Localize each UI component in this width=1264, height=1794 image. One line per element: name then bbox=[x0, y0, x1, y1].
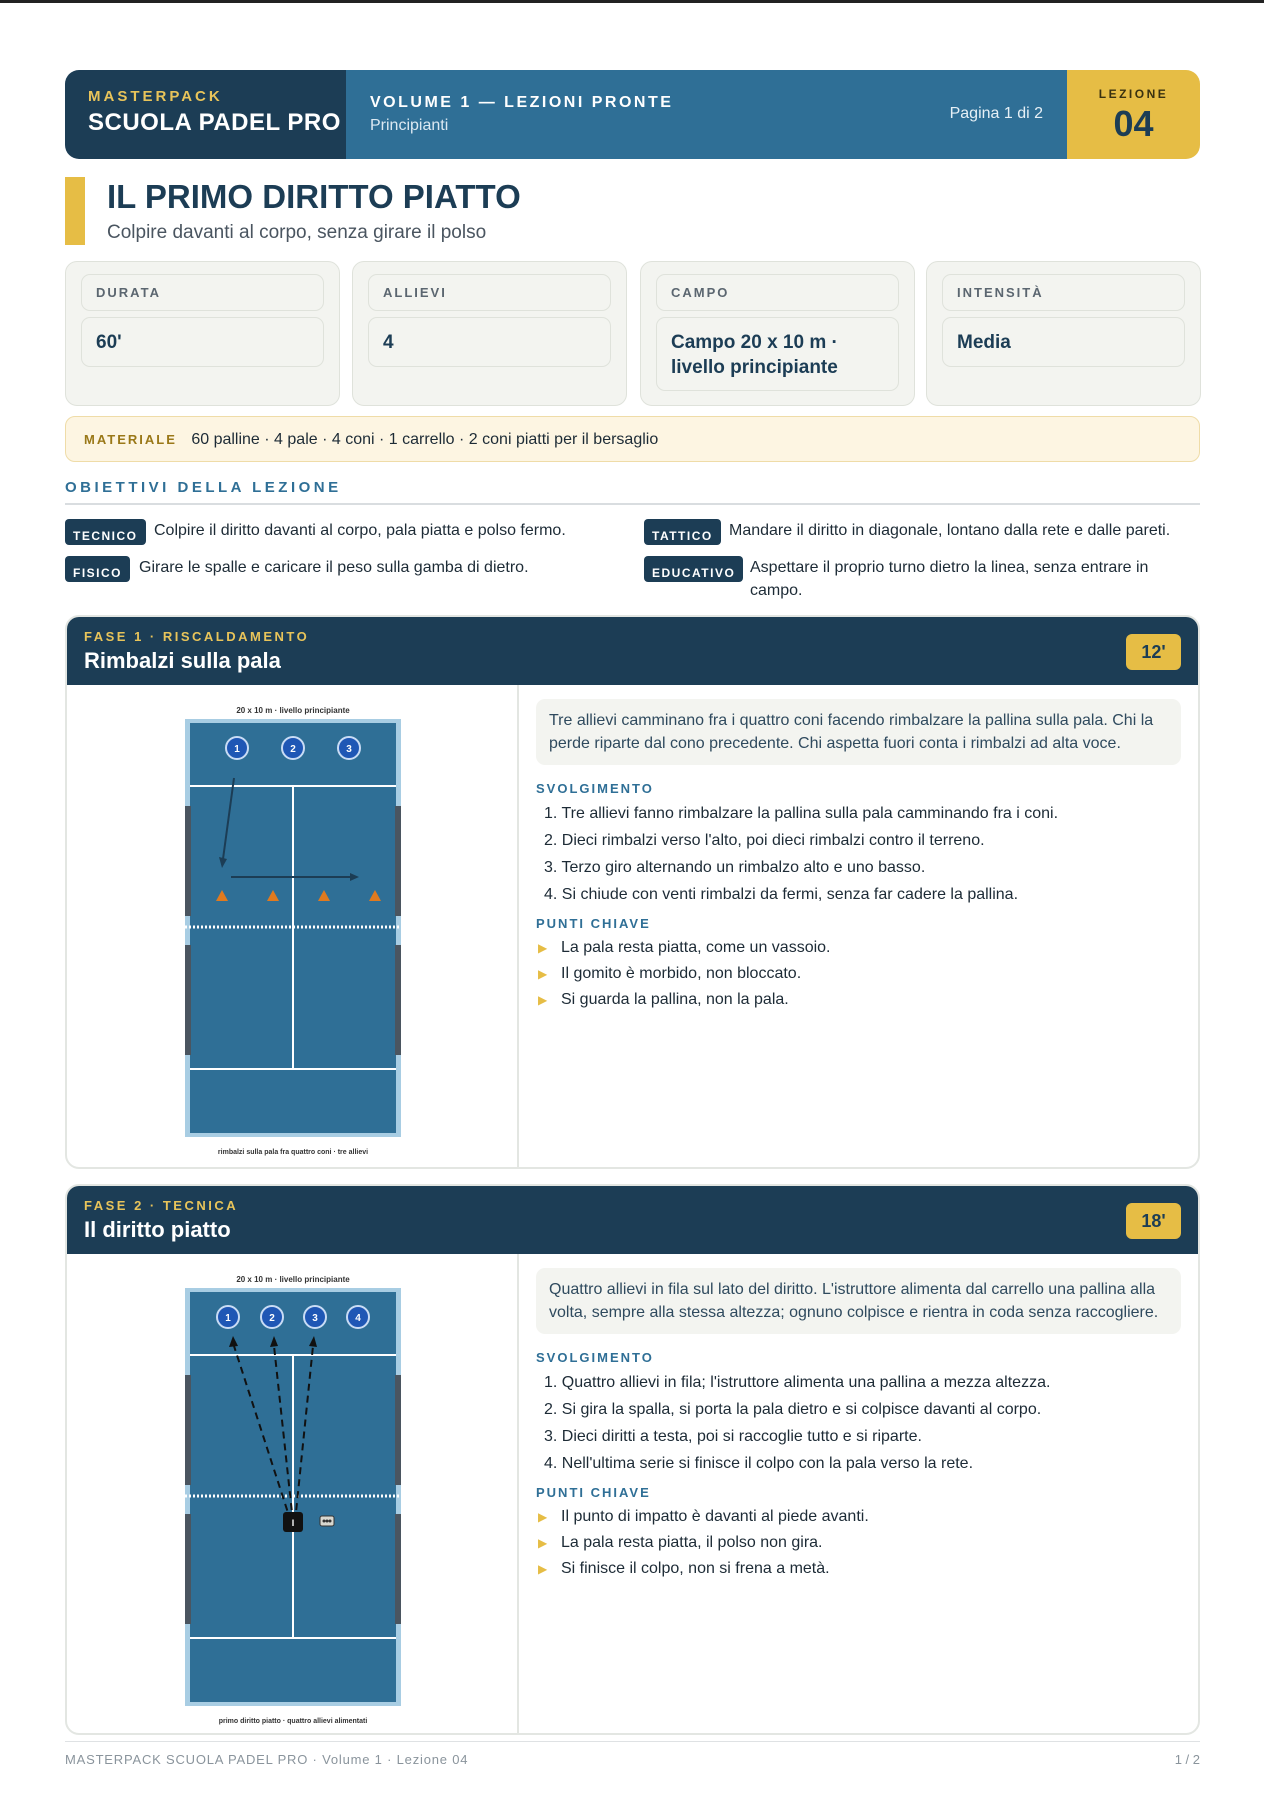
bullet-triangle-icon: ▶ bbox=[538, 967, 548, 981]
lesson-badge bbox=[1067, 70, 1200, 159]
player-number: 3 bbox=[312, 1313, 318, 1324]
phase-description: Quattro allievi in fila sul lato del diritto. L'istruttore alimenta dal carrello una pallina alla volta, sempre alla stessa altezza; ognuno colpisce e rientra in coda senza raccogliere. bbox=[536, 1268, 1181, 1334]
bullet-triangle-icon: ▶ bbox=[538, 1510, 548, 1524]
wall-right-top bbox=[395, 806, 401, 916]
wall-left-top bbox=[185, 806, 191, 916]
stat-value: Media bbox=[942, 317, 1185, 367]
court-diagram bbox=[67, 1254, 517, 1735]
player-number: 1 bbox=[234, 744, 240, 755]
step-item: 1. Quattro allievi in fila; l'istruttore alimenta una pallina a mezza altezza. bbox=[544, 1374, 1051, 1391]
volume-title: VOLUME 1 — LEZIONI PRONTE bbox=[370, 94, 674, 111]
objective-text: Aspettare il proprio turno dietro la linea, senza entrare in campo. bbox=[750, 559, 1149, 599]
court-label: 20 x 10 m · livello principiante bbox=[236, 1275, 350, 1284]
key-text: Si guarda la pallina, non la pala. bbox=[561, 991, 789, 1008]
top-border bbox=[0, 0, 1264, 3]
court-diagram bbox=[67, 685, 517, 1169]
phase-header bbox=[67, 617, 1198, 685]
objective-tag: EDUCATIVO bbox=[644, 556, 743, 582]
steps-heading: SVOLGIMENTO bbox=[536, 781, 654, 796]
wall-right-bottom bbox=[395, 1514, 401, 1624]
title-accent bbox=[65, 177, 85, 245]
keys-heading: PUNTI CHIAVE bbox=[536, 916, 651, 931]
key-text: Il gomito è morbido, non bloccato. bbox=[561, 965, 802, 982]
bullet-triangle-icon: ▶ bbox=[538, 1562, 548, 1576]
player-number: 4 bbox=[355, 1313, 361, 1324]
steps-list bbox=[536, 1369, 1181, 1477]
phase-diagram-panel bbox=[67, 1254, 519, 1733]
phase-diagram-panel bbox=[67, 685, 519, 1167]
stat-label: DURATA bbox=[81, 274, 324, 311]
wall-left-bottom bbox=[185, 1514, 191, 1624]
stat-value: 60' bbox=[81, 317, 324, 367]
materiale-label: MATERIALE bbox=[84, 432, 177, 447]
lesson-label: LEZIONE bbox=[1098, 87, 1169, 101]
steps-list bbox=[536, 800, 1181, 908]
key-item bbox=[536, 935, 1181, 961]
header-banner bbox=[65, 70, 1200, 159]
key-text: Si finisce il colpo, non si frena a metà. bbox=[561, 1560, 830, 1577]
phase-content-panel bbox=[519, 1254, 1198, 1733]
brand-name: SCUOLA PADEL PRO bbox=[88, 109, 341, 136]
bullet-triangle-icon: ▶ bbox=[538, 1536, 548, 1550]
key-text: La pala resta piatta, il polso non gira. bbox=[561, 1534, 823, 1551]
keys-heading: PUNTI CHIAVE bbox=[536, 1485, 651, 1500]
steps-heading: SVOLGIMENTO bbox=[536, 1350, 654, 1365]
phase-duration-badge: 12' bbox=[1126, 634, 1181, 670]
step-item: 4. Nell'ultima serie si finisce il colpo con la pala verso la rete. bbox=[544, 1455, 974, 1472]
phase-duration-badge: 18' bbox=[1126, 1203, 1181, 1239]
wall-left-bottom bbox=[185, 945, 191, 1055]
materiale-bar bbox=[65, 416, 1200, 462]
phase-content-panel bbox=[519, 685, 1198, 1167]
diagram-caption: rimbalzi sulla pala fra quattro coni · tre allievi bbox=[217, 1149, 369, 1156]
step-item: 2. Dieci rimbalzi verso l'alto, poi dieci rimbalzi contro il terreno. bbox=[544, 832, 985, 849]
step-item: 3. Dieci diritti a testa, poi si raccoglie tutto e si riparte. bbox=[544, 1428, 922, 1445]
key-item bbox=[536, 1556, 1181, 1582]
page-subtitle: Colpire davanti al corpo, senza girare il polso bbox=[107, 222, 487, 243]
stat-value: 4 bbox=[368, 317, 611, 367]
stat-card-campo bbox=[640, 261, 915, 406]
key-item bbox=[536, 1504, 1181, 1530]
cart-ball bbox=[326, 1520, 329, 1523]
player-number: 1 bbox=[225, 1313, 231, 1324]
objective-educativo bbox=[644, 556, 1200, 606]
coach-label: I bbox=[291, 1518, 295, 1528]
key-item bbox=[536, 961, 1181, 987]
key-text: La pala resta piatta, come un vassoio. bbox=[561, 939, 831, 956]
phase-kicker: FASE 1 · RISCALDAMENTO bbox=[84, 629, 310, 644]
cart-ball bbox=[323, 1520, 326, 1523]
page-indicator: Pagina 1 di 2 bbox=[949, 105, 1043, 122]
player-number: 2 bbox=[269, 1313, 275, 1324]
step-item: 2. Si gira la spalla, si porta la pala dietro e si colpisce davanti al corpo. bbox=[544, 1401, 1042, 1418]
phase-title: Il diritto piatto bbox=[84, 1217, 231, 1242]
key-item bbox=[536, 1530, 1181, 1556]
materiale-text: 60 palline · 4 pale · 4 coni · 1 carrello · 2 coni piatti per il bersaglio bbox=[191, 431, 659, 448]
objectives-divider bbox=[65, 503, 1200, 505]
player-number: 2 bbox=[290, 744, 296, 755]
volume-block bbox=[346, 70, 1067, 159]
phase-title: Rimbalzi sulla pala bbox=[84, 648, 281, 673]
objective-tag: TECNICO bbox=[65, 519, 146, 545]
step-item: 4. Si chiude con venti rimbalzi da fermi, senza far cadere la pallina. bbox=[544, 886, 1019, 903]
bullet-triangle-icon: ▶ bbox=[538, 993, 548, 1007]
footer-divider bbox=[65, 1741, 1200, 1742]
step-item: 1. Tre allievi fanno rimbalzare la pallina sulla pala camminando fra i coni. bbox=[544, 805, 1059, 822]
phase-card-2 bbox=[65, 1184, 1200, 1735]
objectives-heading: OBIETTIVI DELLA LEZIONE bbox=[65, 479, 342, 496]
key-item bbox=[536, 987, 1181, 1013]
wall-right-top bbox=[395, 1375, 401, 1485]
wall-right-bottom bbox=[395, 945, 401, 1055]
brand-block bbox=[65, 70, 346, 159]
objective-text: Mandare il diritto in diagonale, lontano dalla rete e dalle pareti. bbox=[729, 522, 1171, 539]
stat-card-allievi bbox=[352, 261, 627, 406]
court-label: 20 x 10 m · livello principiante bbox=[236, 706, 350, 715]
player-number: 3 bbox=[346, 744, 352, 755]
phase-card-1 bbox=[65, 615, 1200, 1169]
key-text: Il punto di impatto è davanti al piede avanti. bbox=[561, 1508, 869, 1525]
page-title: IL PRIMO DIRITTO PIATTO bbox=[107, 178, 521, 215]
cart-ball bbox=[329, 1520, 332, 1523]
diagram-caption: primo diritto piatto · quattro allievi alimentati bbox=[218, 1718, 368, 1725]
footer-page-number: 1 / 2 bbox=[1174, 1752, 1200, 1767]
stat-label: ALLIEVI bbox=[368, 274, 611, 311]
stat-value: Campo 20 x 10 m · livello principiante bbox=[656, 317, 899, 391]
stat-label: INTENSITÀ bbox=[942, 274, 1185, 311]
bullet-triangle-icon: ▶ bbox=[538, 941, 548, 955]
keys-list bbox=[536, 935, 1181, 1013]
wall-left-top bbox=[185, 1375, 191, 1485]
objective-tag: TATTICO bbox=[644, 519, 721, 545]
stat-card-durata bbox=[65, 261, 340, 406]
step-item: 3. Terzo giro alternando un rimbalzo alto e uno basso. bbox=[544, 859, 926, 876]
objective-tag: FISICO bbox=[65, 556, 130, 582]
lesson-number: 04 bbox=[1113, 103, 1154, 144]
stat-label: CAMPO bbox=[656, 274, 899, 311]
phase-kicker: FASE 2 · TECNICA bbox=[84, 1198, 239, 1213]
stat-card-intensita bbox=[926, 261, 1201, 406]
brand-kicker: MASTERPACK bbox=[88, 88, 223, 105]
phase-header bbox=[67, 1186, 1198, 1254]
objective-text: Colpire il diritto davanti al corpo, pala piatta e polso fermo. bbox=[154, 522, 566, 539]
volume-level: Principianti bbox=[370, 117, 449, 134]
footer-text: MASTERPACK SCUOLA PADEL PRO · Volume 1 · Lezione 04 bbox=[65, 1752, 469, 1767]
keys-list bbox=[536, 1504, 1181, 1582]
phase-description: Tre allievi camminano fra i quattro coni facendo rimbalzare la pallina sulla pala. Chi la perde riparte dal cono precedente. Chi aspetta fuori conta i rimbalzi ad alta voce. bbox=[536, 699, 1181, 765]
objective-text: Girare le spalle e caricare il peso sulla gamba di dietro. bbox=[139, 559, 529, 576]
